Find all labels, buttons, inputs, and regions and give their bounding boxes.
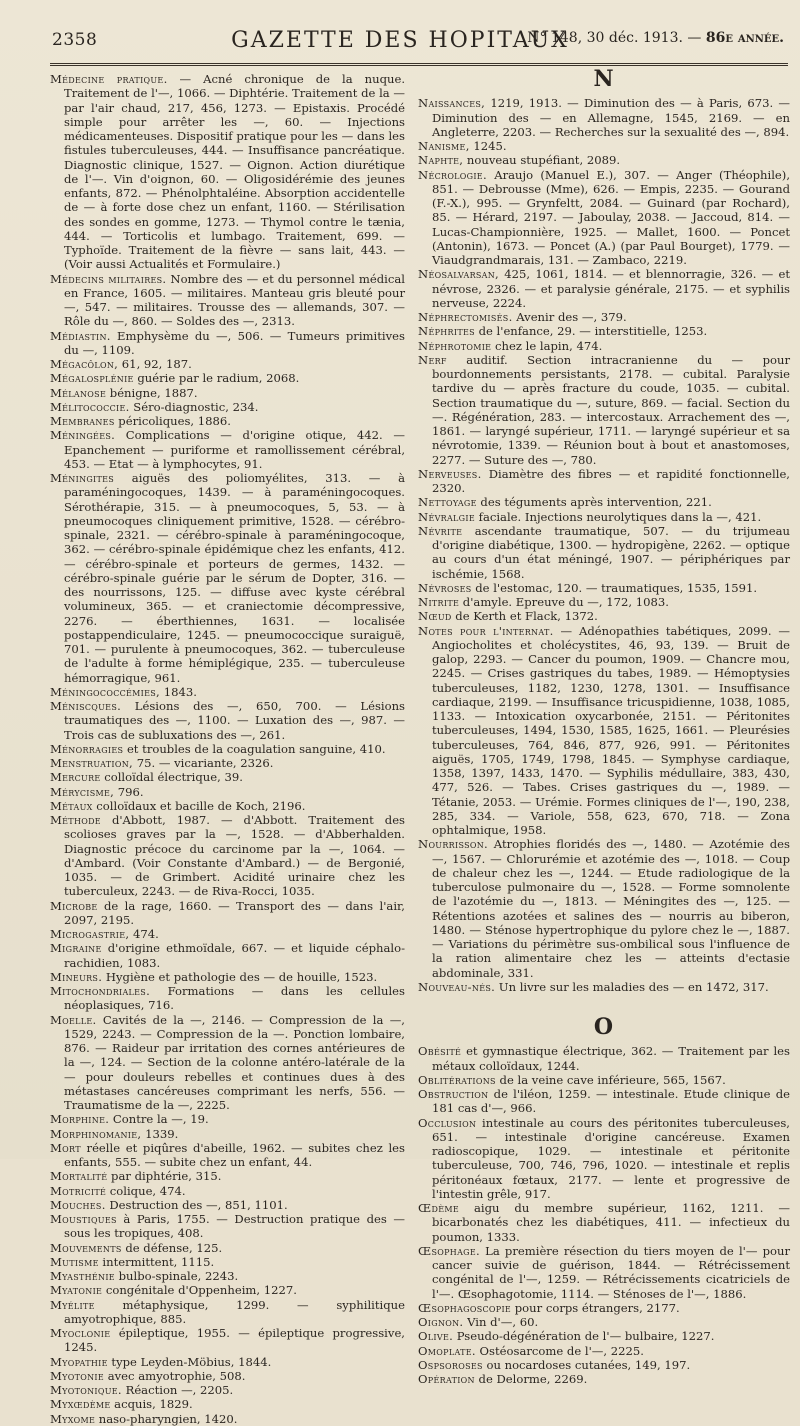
entry-text: Ostéosarcome de l'—, 2225. — [475, 1343, 644, 1358]
entry-text: d'amyle. Epreuve du —, 172, 1083. — [459, 595, 669, 609]
page-header — [0, 18, 800, 62]
entry-text: naso-pharyngien, 1420. — [95, 1411, 238, 1426]
entry-keyword: Myotonie — [50, 1368, 105, 1383]
index-entry — [50, 756, 405, 770]
entry-keyword: Myopathie — [50, 1354, 108, 1369]
entry-keyword: Microgastrie, — [50, 927, 130, 941]
index-entry — [418, 1372, 790, 1386]
index-entry — [50, 400, 405, 414]
entry-keyword: Méningées. — [50, 428, 116, 443]
index-entry — [418, 510, 790, 524]
index-entry — [50, 371, 405, 385]
entry-text: intermittent, 1115. — [98, 1254, 215, 1269]
entry-keyword: Oblitérations — [418, 1072, 496, 1087]
entry-keyword: Mégalosplénie — [50, 371, 134, 386]
entry-text: à Paris, 1755. — Destruction pratique des — sous les tropiques, 408. — [64, 1212, 405, 1241]
entry-text: Formations — dans les cellules néoplasiques, 716. — [64, 984, 405, 1013]
index-entry — [50, 1255, 405, 1269]
index-entry — [50, 1241, 405, 1255]
entry-keyword: Névroses — [418, 580, 472, 595]
entry-text: et gymnastique électrique, 362. — Traitement par les métaux colloïdaux, 1244. — [432, 1044, 790, 1073]
entry-keyword: Néphrites — [418, 324, 475, 339]
entry-keyword: Médecins militaires. — [50, 271, 167, 286]
entry-text: Pseudo-dégénération de l'— bulbaire, 1227. — [453, 1329, 715, 1344]
index-entry — [50, 1269, 405, 1283]
entry-text: de défense, 125. — [121, 1240, 223, 1255]
entry-keyword: Ospsoroses — [418, 1357, 483, 1372]
index-entry — [50, 1397, 405, 1411]
entry-text: chez le lapin, 474. — [491, 338, 603, 353]
index-entry — [50, 770, 405, 784]
entry-keyword: Motricité — [50, 1183, 107, 1198]
entry-text: Cavités de la —, 2146. — Compression de la —, 1529, 2243. — Compression de la —. Ponction lombaire, 876. — Raideur par irritation des cornes antérieures de la —, 124. — Section de la colonne antéro-latérale de la — pour douleurs rebelles et continues dues à des métastases cancéreuses comprimant les nerfs, 556. — Traumatisme de la —, 2225. — [64, 1012, 405, 1112]
section-letter-n: N — [593, 66, 615, 92]
entry-text: métaphysique, 1299. — syphilitique amyotrophique, 885. — [64, 1297, 405, 1326]
entry-keyword: Névralgie — [418, 509, 475, 524]
entry-text: — Acné chronique de la nuque. Traitement de l'—, 1066. — Diphtérie. Traitement de la — par l'air chaud, 217, 456, 1273. — Epistaxis. Procédé simple pour arrêter les —, 60. — Injections médicamenteuses. Dispositif pratique pour les — dans les fistules tuberculeuses, 444. — Insuffisance pancréatique. Diagnostic clinique, 1527. — Oignon. Action diurétique de l'—. Vin d'oignon, 60. — Oligosidérémie des jeunes enfants, 872. — Phénolphtaléine. Absorption accidentelle de — à forte dose chez un enfant, 1160. — Stérilisation des sondes en gomme, 1273. — Thymol contre le tænia, 444. — Torticolis et lumbago. Traitement, 699. — Typhoïde. Traitement de la fièvre — sans lait, 443. — (Voir aussi Actualités et Formulaire.) — [64, 72, 406, 272]
index-entry — [418, 1044, 790, 1073]
entry-text: auditif. Section intracranienne du — pour bourdonnements persistants, 2178. — cubital. Paralysie tardive du — après fracture du coude, 1035. — cubital. Section traumatique du —, suture, 869. — facial. Section du —. Régénération, 283. — intercostaux. Arrachement des —, 1861. — laryngé supérieur, 1711. — laryngé supérieur et sa névrotomie, 1339. — Réunion bout à bout et anastomoses, 2277. — Suture des —, 780. — [432, 352, 790, 467]
index-entry — [50, 1369, 405, 1383]
entries-o — [418, 1044, 790, 1386]
entry-text: Atrophies floridés des —, 1480. — Azotémie des —, 1567. — Chlorurémie et azotémie des —, 1018. — Coup de chaleur chez les —, 1244. — Etude radiologique de la tuberculose pulmonaire du —, 1528. — Forme somnolente de l'azotémie du —, 1813. — Méningites des —, 125. — Rétentions azotées et salines des — nourris au biberon, 1480. — Sténose hypertrophique du pylore chez le —, 1887. — Variations du périmètre sus-ombilical sous l'influence de la ration alimentaire chez les — atteints d'ectasie abdominale, 331. — [432, 837, 790, 980]
index-entry — [418, 495, 790, 509]
entry-keyword: Méningites — [50, 471, 115, 485]
entry-text: Destruction des —, 851, 1101. — [105, 1197, 288, 1212]
index-entry — [50, 1212, 405, 1241]
entry-text: pour corps étrangers, 2177. — [511, 1300, 680, 1315]
entry-keyword: Médecine pratique. — [50, 72, 168, 86]
index-entry — [50, 414, 405, 428]
entry-text: Complications — d'origine otique, 442. — Epanchement — puriforme et ramollissement cérébral, 453. — Etat — à lymphocytes, 91. — [64, 428, 405, 471]
entry-text: Lésions des —, 650, 700. — Lésions traumatiques des —, 1100. — Luxation des —, 987. — Trois cas de subluxations des —, 261. — [64, 699, 405, 742]
entry-keyword: Métaux — [50, 798, 93, 813]
entry-text: Emphysème du —, 506. — Tumeurs primitives du —, 1109. — [64, 328, 405, 357]
entry-text: 1843. — [160, 684, 197, 699]
index-entry — [50, 1013, 405, 1113]
entry-keyword: Myxome — [50, 1411, 96, 1426]
index-entry — [50, 1169, 405, 1183]
index-entry — [418, 153, 790, 167]
entry-text: acquis, 1829. — [110, 1397, 193, 1412]
index-entry — [50, 742, 405, 756]
entry-text: 1245. — [469, 139, 507, 153]
entry-text: colloïdaux et bacille de Koch, 2196. — [92, 798, 306, 813]
entry-text: congénitale d'Oppenheim, 1227. — [102, 1283, 297, 1298]
index-entry — [50, 329, 405, 358]
entry-keyword: Mineurs. — [50, 969, 103, 984]
entry-text: péricoliques, 1886. — [114, 414, 231, 428]
entry-keyword: Mercure — [50, 770, 101, 785]
entry-text: aigu du membre supérieur, 1162, 1211. — bicarbonatés chez les diabétiques, 411. — infectieux du poumon, 1333. — [432, 1201, 790, 1244]
entries-n — [418, 96, 790, 994]
entry-keyword: Mérycisme, — [50, 784, 115, 799]
index-entry — [418, 339, 790, 353]
entry-keyword: Olive. — [418, 1329, 454, 1344]
index-entry — [50, 1198, 405, 1212]
index-entry — [50, 1112, 405, 1126]
index-entry — [50, 1383, 405, 1397]
entry-keyword: Nettoyage — [418, 495, 477, 510]
index-entry — [418, 467, 790, 496]
index-entry — [50, 471, 405, 685]
left-column — [50, 72, 405, 1426]
entry-keyword: Mortalité — [50, 1169, 108, 1184]
entry-text: avec amyotrophie, 508. — [104, 1368, 246, 1383]
entry-keyword: Myatonie — [50, 1283, 103, 1298]
entry-text: Réaction —, 2205. — [121, 1383, 234, 1397]
entry-keyword: Médiastin. — [50, 328, 111, 343]
index-entry — [50, 1141, 405, 1170]
entry-keyword: Myasthénie — [50, 1269, 115, 1283]
entry-keyword: Œdème — [418, 1201, 459, 1215]
entry-text: intestinale au cours des péritonites tuberculeuses, 651. — intestinale d'origine cancéreuse. Examen radioscopique, 1029. — intestinale et péritonite tuberculeuse, 700, 746, 796, 1020. — intestinale et replis péritonéaux fœtaux, 2177. — lente et progressive de l'intestin grêle, 917. — [432, 1115, 790, 1201]
entry-keyword: Nerveuses. — [418, 466, 482, 481]
entry-text: Contre la —, 19. — [109, 1112, 209, 1127]
index-entry — [418, 1244, 790, 1301]
entry-text: colloïdal électrique, 39. — [100, 770, 243, 785]
issue-year: 86e année. — [705, 30, 784, 46]
index-entry — [418, 1073, 790, 1087]
index-entry — [50, 1326, 405, 1355]
entry-keyword: Mitochondriales. — [50, 984, 151, 998]
entry-text: Nombre des — et du personnel médical en France, 1605. — militaires. Manteau gris bleuté pour —, 547. — militaires. Trousse des — allemands, 307. — Rôle du —, 860. — Soldes des —, 2313. — [64, 271, 405, 329]
index-entry — [418, 1116, 790, 1202]
entry-keyword: Obésité — [418, 1044, 462, 1059]
index-entry — [50, 72, 405, 272]
index-entry — [418, 324, 790, 338]
index-entry — [50, 428, 405, 471]
entry-keyword: Nourrisson. — [418, 837, 489, 852]
index-entry — [50, 1184, 405, 1198]
entry-text: faciale. Injections neurolytiques dans la —, 421. — [474, 509, 762, 524]
entry-text: ascendante traumatique, 507. — du trijumeau d'origine diabétique, 1300. — hydropigène, 2262. — optique au cours d'un état méningé, 1907. — périphériques par ischémie, 1568. — [432, 523, 790, 581]
journal-title: GAZETTE DES HOPITAUX — [231, 28, 569, 53]
index-entry — [418, 1329, 790, 1343]
issue-number-date: N° 148, 30 déc. 1913. — — [527, 30, 706, 46]
entry-text: Avenir des —, 379. — [512, 310, 627, 324]
entry-text: La première résection du tiers moyen de l'— pour cancer suivie de guérison, 1844. — Rétrécissement congénital de l'—, 1259. — Rétrécissements cicatriciels de l'—. Œsophagotomie, 1114. — Sténoses de l'—, 1886. — [432, 1243, 790, 1301]
entry-keyword: Membranes — [50, 414, 115, 428]
entry-text: des téguments après intervention, 221. — [476, 495, 712, 510]
entry-keyword: Nerf — [418, 352, 447, 367]
index-entry — [50, 1127, 405, 1141]
entry-text: ou nocardoses cutanées, 149, 197. — [482, 1357, 691, 1372]
index-entry — [50, 813, 405, 899]
index-entry — [50, 357, 405, 371]
entry-text: de Delorme, 2269. — [474, 1372, 588, 1386]
entry-keyword: Myoclonie — [50, 1326, 111, 1340]
entry-text: d'Abbott, 1987. — d'Abbott. Traitement des scolioses graves par la —, 1528. — d'Abberhalden. Diagnostic précoce du carcinome par la —, 1064. — d'Ambard. (Voir Constante d'Ambard.) — de Bergonié, 1035. — de Grimbert. Acidité urinaire chez les tuberculeux, 2243. — de Riva-Rocci, 1035. — [64, 813, 405, 899]
index-entry — [418, 168, 790, 268]
entry-keyword: Nouveau-nés. — [418, 979, 496, 994]
index-entry — [418, 96, 790, 139]
index-entry — [50, 1355, 405, 1369]
entry-text: 1219, 1913. — Diminution des — à Paris, 673. — Diminution des — en Allemagne, 1545, 2169. — en Angleterre, 2203. — Recherches sur la sexualité des —, 894. — [432, 96, 790, 139]
entry-text: — Adénopathies tabétiques, 2099. — Angiocholites et cholécystites, 46, 93, 139. — Bruit de galop, 2293. — Cancer du poumon, 1909. — Chancre mou, 2245. — Crises gastriques du tabes, 1989. — Hémoptysies tuberculeuses, 1182, 1230, 1278, 1301. — Insuffisance cardiaque, 2199. — Insuffisance tricuspidienne, 1038, 1085, 1133. — Intoxication oxycarbonée, 2151. — Péritonites tuberculeuses, 1494, 1530, 1585, 1625, 1661. — Pleurésies tuberculeuses, 764, 846, 877, 926, 991. — Péritonites aiguës, 1705, 1749, 1798, 1845. — Symphyse cardiaque, 1358, 1397, 1433, 1470. — Syphilis médullaire, 383, 430, 477, 526. — Tabes. Crises gastriques du —, 1989. — Tétanie, 2053. — Urémie. Formes cliniques de l'—, 190, 238, 285, 334. — Variole, 558, 623, 670, 718. — Zona ophtalmique, 1958. — [432, 623, 790, 837]
index-entry — [418, 980, 790, 994]
entry-keyword: Névrite — [418, 523, 463, 538]
entry-keyword: Mouches. — [50, 1197, 106, 1212]
entry-keyword: Néosalvarsan, — [418, 267, 500, 282]
entry-keyword: Naphte, — [418, 153, 464, 168]
index-entry — [418, 310, 790, 324]
entry-keyword: Nanisme, — [418, 139, 470, 153]
entry-text: de l'iléon, 1259. — intestinale. Etude clinique de 181 cas d'—, 966. — [432, 1087, 790, 1116]
entry-keyword: Moelle. — [50, 1012, 97, 1027]
entry-keyword: Migraine — [50, 941, 102, 956]
index-entry — [418, 624, 790, 838]
index-entry — [418, 609, 790, 623]
entry-text: aiguës des poliomyélites, 313. — à paraméningocoques, 1439. — à paraméningocoques. Sérothérapie, 315. — à pneumocoques, 5, 53. — à pneumocoques cliniquement primitive, 1528. — cérébro-spinale, 2321. — cérébro-spinale à paraméningocoque, 362. — cérébro-spinale épidémique chez les enfants, 412. — cérébro-spinale et porteurs de germes, 1432. — cérébro-spinale guérie par le sérum de Dopter, 316. — des nourrissons, 125. — diffuse avec kyste cérébral volumineux, 365. — et craniectomie décompressive, 2276. — éberthiennes, 1631. — localisée postappendiculaire, 1245. — pneumococcique suraiguë, 701. — purulente à pneumocoques, 362. — tuberculeuse de l'adulte à forme hémiplégique, 235. — tuberculeuse hémorragique, 961. — [64, 471, 405, 685]
entry-keyword: Naissances, — [418, 96, 486, 111]
entry-keyword: Notes pour l'internat. — [418, 623, 554, 638]
index-entry — [418, 139, 790, 153]
entry-keyword: Œsophagoscopie — [418, 1300, 512, 1315]
index-entry — [50, 1283, 405, 1297]
entry-keyword: Méthode — [50, 813, 101, 827]
entry-keyword: Mélanose — [50, 385, 107, 400]
entry-text: épileptique, 1955. — épileptique progressive, 1245. — [64, 1326, 405, 1355]
index-entry — [418, 353, 790, 467]
page-number: 2358 — [52, 30, 98, 50]
index-entry — [50, 984, 405, 1013]
entry-text: 61, 92, 187. — [118, 357, 192, 371]
entry-keyword: Nécrologie. — [418, 167, 487, 182]
entry-text: bénigne, 1887. — [106, 385, 198, 400]
entry-keyword: Opération — [418, 1372, 475, 1386]
entry-keyword: Œsophage. — [418, 1243, 480, 1258]
entry-keyword: Omoplate. — [418, 1343, 476, 1358]
entry-text: 75. — vicariante, 2326. — [133, 756, 274, 770]
entry-keyword: Néphrectomisés. — [418, 310, 513, 324]
header-rule — [50, 63, 788, 69]
entry-keyword: Myotonique. — [50, 1383, 122, 1397]
entry-text: de Kerth et Flack, 1372. — [451, 609, 598, 624]
index-entry — [50, 1298, 405, 1327]
entry-keyword: Mégacôlon, — [50, 357, 119, 371]
entry-text: Un livre sur les maladies des — en 1472, 317. — [495, 979, 769, 994]
entry-text: 796. — [114, 784, 144, 799]
right-column — [418, 66, 790, 1386]
section-letter-o: O — [593, 1014, 615, 1040]
entry-text: réelle et piqûres d'abeille, 1962. — subites chez les enfants, 555. — subite chez un enfant, 44. — [64, 1140, 405, 1169]
entry-text: de l'enfance, 29. — interstitielle, 1253. — [474, 324, 708, 339]
entry-text: et troubles de la coagulation sanguine, 410. — [123, 741, 386, 756]
index-entry — [50, 1412, 405, 1426]
index-entry — [50, 699, 405, 742]
index-entry — [50, 970, 405, 984]
entry-keyword: Nœud — [418, 609, 452, 624]
entry-keyword: Mutisme — [50, 1254, 99, 1269]
index-entry — [418, 837, 790, 980]
entry-keyword: Nitrite — [418, 595, 460, 609]
entry-keyword: Mélitococcie. — [50, 399, 130, 414]
index-entry — [418, 1301, 790, 1315]
index-entry — [50, 927, 405, 941]
index-entry — [418, 1201, 790, 1244]
index-entry — [418, 595, 790, 609]
entry-keyword: Myélite — [50, 1297, 95, 1312]
entry-keyword: Obstruction — [418, 1087, 489, 1101]
entry-keyword: Oignon. — [418, 1315, 464, 1329]
index-entry — [50, 941, 405, 970]
index-entry — [418, 1087, 790, 1116]
entry-text: par diphtérie, 315. — [107, 1169, 222, 1184]
index-entry — [418, 267, 790, 310]
entry-text: bulbo-spinale, 2243. — [114, 1269, 239, 1283]
entry-text: Araujo (Manuel E.), 307. — Anger (Théophile), 851. — Debrousse (Mme), 626. — Empis, 2235. — Gourand (F.-X.), 995. — Grynfeltt, 2084. — Guinard (par Rochard), 85. — Hérard, 2197. — Jaboulay, 2038. — Jaccoud, 814. — Lucas-Championnière, 1925. — Mallet, 1600. — Poncet (Antonin), 1673. — Poncet (A.) (par Paul Bourget), 1779. — Viaudgrandmarais, 131. — Zambaco, 2219. — [432, 167, 790, 267]
entry-keyword: Mouvements — [50, 1240, 122, 1255]
entry-keyword: Mort — [50, 1140, 81, 1155]
entry-keyword: Menstruation, — [50, 756, 134, 770]
entry-keyword: Méniscques. — [50, 699, 122, 713]
entry-text: de l'estomac, 120. — traumatiques, 1535, 1591. — [471, 580, 758, 595]
entry-text: 425, 1061, 1814. — et blennorragie, 326. — et névrose, 2326. — et paralysie générale, 2175. — et syphilis nerveuse, 2224. — [432, 267, 790, 310]
entry-text: type Leyden-Möbius, 1844. — [107, 1354, 272, 1369]
index-entry — [50, 685, 405, 699]
entry-text: 474. — [129, 927, 159, 941]
entry-text: de la veine cave inférieure, 565, 1567. — [495, 1072, 726, 1087]
entry-keyword: Néphrotomie — [418, 338, 492, 353]
entry-text: Diamètre des fibres — et rapidité fonctionnelle, 2320. — [432, 466, 790, 495]
entry-keyword: Morphinomanie, — [50, 1126, 142, 1141]
entry-text: colique, 474. — [106, 1183, 186, 1198]
index-entry — [418, 524, 790, 581]
index-entry — [418, 581, 790, 595]
entry-text: guérie par le radium, 2068. — [133, 371, 300, 386]
index-entry — [418, 1315, 790, 1329]
index-entry — [50, 799, 405, 813]
entry-text: d'origine ethmoïdale, 667. — et liquide céphalo-rachidien, 1083. — [64, 941, 405, 970]
entry-text: Séro-diagnostic, 234. — [129, 399, 259, 414]
entry-keyword: Morphine. — [50, 1112, 110, 1127]
entry-text: Vin d'—, 60. — [463, 1315, 539, 1329]
index-entry — [50, 272, 405, 329]
entry-keyword: Méningococcémies, — [50, 684, 161, 699]
entry-text: 1339. — [141, 1126, 179, 1141]
entry-keyword: Microbe — [50, 898, 98, 913]
entry-keyword: Ménorragies — [50, 741, 124, 756]
index-entry — [50, 785, 405, 799]
entry-text: Hygiène et pathologie des — de houille, 1523. — [102, 969, 378, 984]
issue-info — [527, 30, 784, 46]
index-entry — [50, 386, 405, 400]
entry-keyword: Occlusion — [418, 1115, 477, 1130]
index-entry — [50, 899, 405, 928]
entry-text: de la rage, 1660. — Transport des — dans l'air, 2097, 2195. — [64, 898, 405, 927]
entry-keyword: Moustiques — [50, 1212, 117, 1226]
entry-text: nouveau stupéfiant, 2089. — [463, 153, 621, 168]
index-entry — [418, 1344, 790, 1358]
entry-keyword: Myxœdème — [50, 1397, 111, 1412]
index-entry — [418, 1358, 790, 1372]
